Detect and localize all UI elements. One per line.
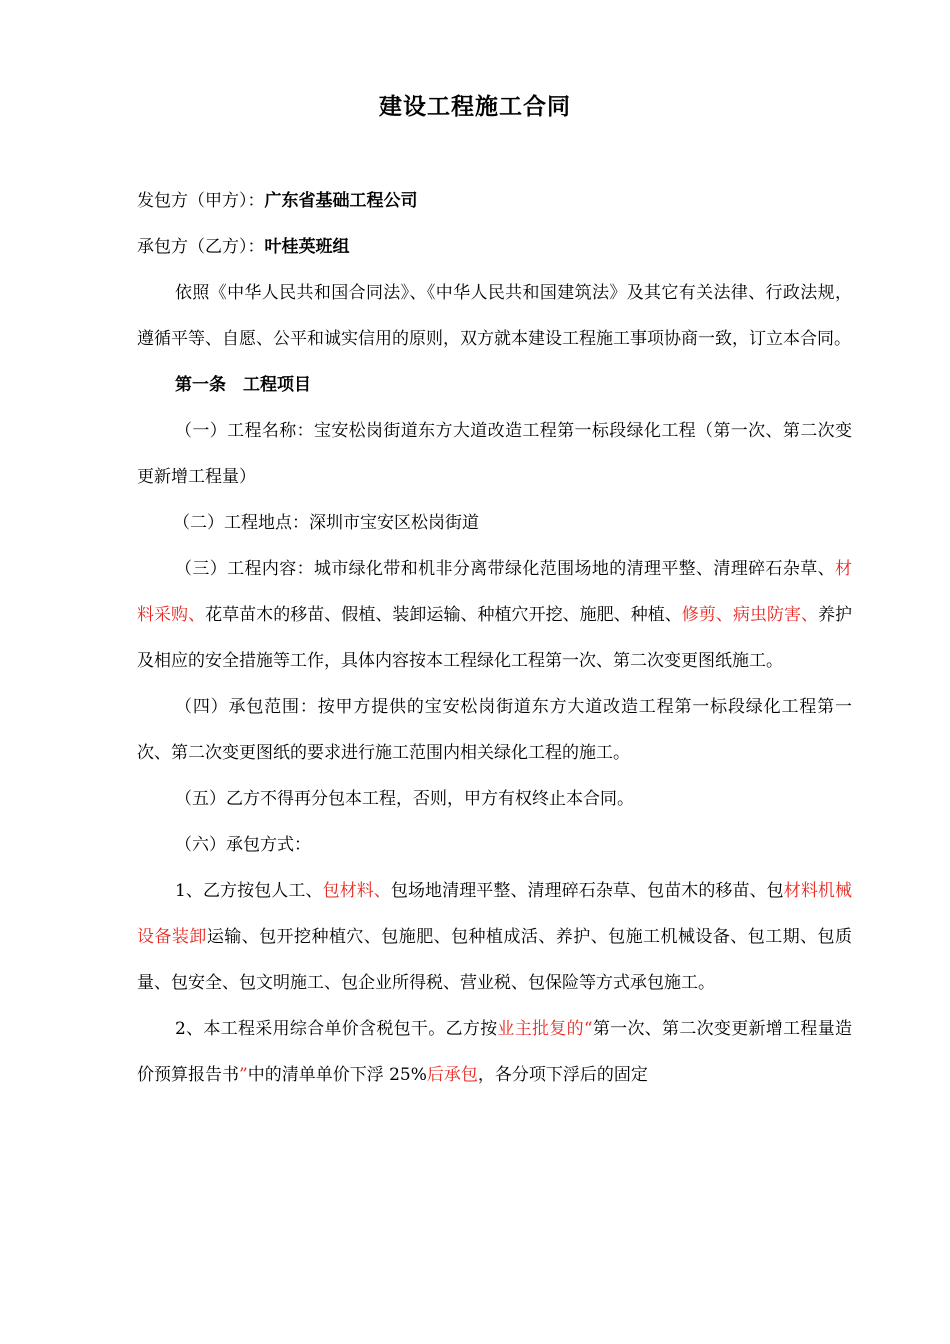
party-b-value: 叶桂英班组 bbox=[264, 237, 350, 257]
party-a-label: 发包方（甲方）： bbox=[137, 191, 265, 211]
party-b-label: 承包方（乙方）： bbox=[137, 237, 265, 257]
clause-2-highlight-quote: ” bbox=[239, 1065, 248, 1085]
content-text-e: 养护及相应的安全措施等工作，具体内容按本工程绿化工程第一次、第二次变更图纸施工。 bbox=[137, 605, 853, 671]
party-b-line bbox=[137, 224, 852, 270]
article-1-heading: 第一条 工程项目 bbox=[175, 375, 311, 395]
clause-2-text-e: 中的清单单价下浮 25% bbox=[247, 1065, 427, 1085]
document-body bbox=[137, 178, 852, 1098]
clause-2-text-a: 2、本工程采用综合单价含税包干。乙方按 bbox=[175, 1019, 498, 1039]
content-highlight-materials: 材料采购、 bbox=[137, 559, 852, 625]
clause-1-highlight-equipment: 材料机械设备装卸 bbox=[137, 881, 853, 947]
clause-1-paragraph bbox=[137, 868, 852, 1006]
content-text-a: （三）工程内容：城市绿化带和机非分离带绿化范围场地的清理平整、清理碎石杂草、 bbox=[175, 559, 835, 579]
clause-2-paragraph bbox=[137, 1006, 852, 1098]
content-text-c: 花草苗木的移苗、假植、装卸运输、种植穴开挖、施肥、种植、 bbox=[205, 605, 682, 625]
clause-1-text-c: 包场地清理平整、清理碎石杂草、包苗木的移苗、包 bbox=[390, 881, 784, 901]
party-a-value: 广东省基础工程公司 bbox=[264, 191, 418, 211]
item-no-subcontract: （五）乙方不得再分包本工程，否则，甲方有权终止本合同。 bbox=[175, 789, 634, 809]
clause-2-text-c: 第一次、第二次变更新增工程量造价预算报告书 bbox=[137, 1019, 852, 1085]
item-project-content bbox=[137, 546, 852, 684]
clause-2-highlight-owner: 业主批复的“ bbox=[497, 1019, 593, 1039]
document-title: 建设工程施工合同 bbox=[379, 93, 571, 120]
item-project-name: （一）工程名称：宝安松岗街道东方大道改造工程第一标段绿化工程（第一次、第二次变更新增工程量） bbox=[137, 421, 852, 487]
clause-1-highlight-materials: 包材料、 bbox=[322, 881, 391, 901]
item-project-location: （二）工程地点：深圳市宝安区松岗街道 bbox=[173, 513, 479, 533]
item-contract-scope: （四）承包范围：按甲方提供的宝安松岗街道东方大道改造工程第一标段绿化工程第一次、第二次变更图纸的要求进行施工范围内相关绿化工程的施工。 bbox=[137, 697, 852, 763]
clause-1-text-a: 1、乙方按包人工、 bbox=[175, 881, 323, 901]
clause-1-text-e: 运输、包开挖种植穴、包施肥、包种植成活、养护、包施工机械设备、包工期、包质量、包安全、包文明施工、包企业所得税、营业税、包保险等方式承包施工。 bbox=[137, 927, 853, 993]
intro-paragraph: 依照《中华人民共和国合同法》、《中华人民共和国建筑法》及其它有关法律、行政法规，遵循平等、自愿、公平和诚实信用的原则，双方就本建设工程施工事项协商一致，订立本合同。 bbox=[137, 283, 852, 349]
content-highlight-pruning: 修剪、病虫防害、 bbox=[681, 605, 818, 625]
clause-2-highlight-contract: 后承包 bbox=[426, 1065, 478, 1085]
clause-2-text-g: ，各分项下浮后的固定 bbox=[477, 1065, 648, 1085]
item-contract-mode: （六）承包方式： bbox=[175, 835, 311, 855]
party-a-line bbox=[137, 178, 852, 224]
